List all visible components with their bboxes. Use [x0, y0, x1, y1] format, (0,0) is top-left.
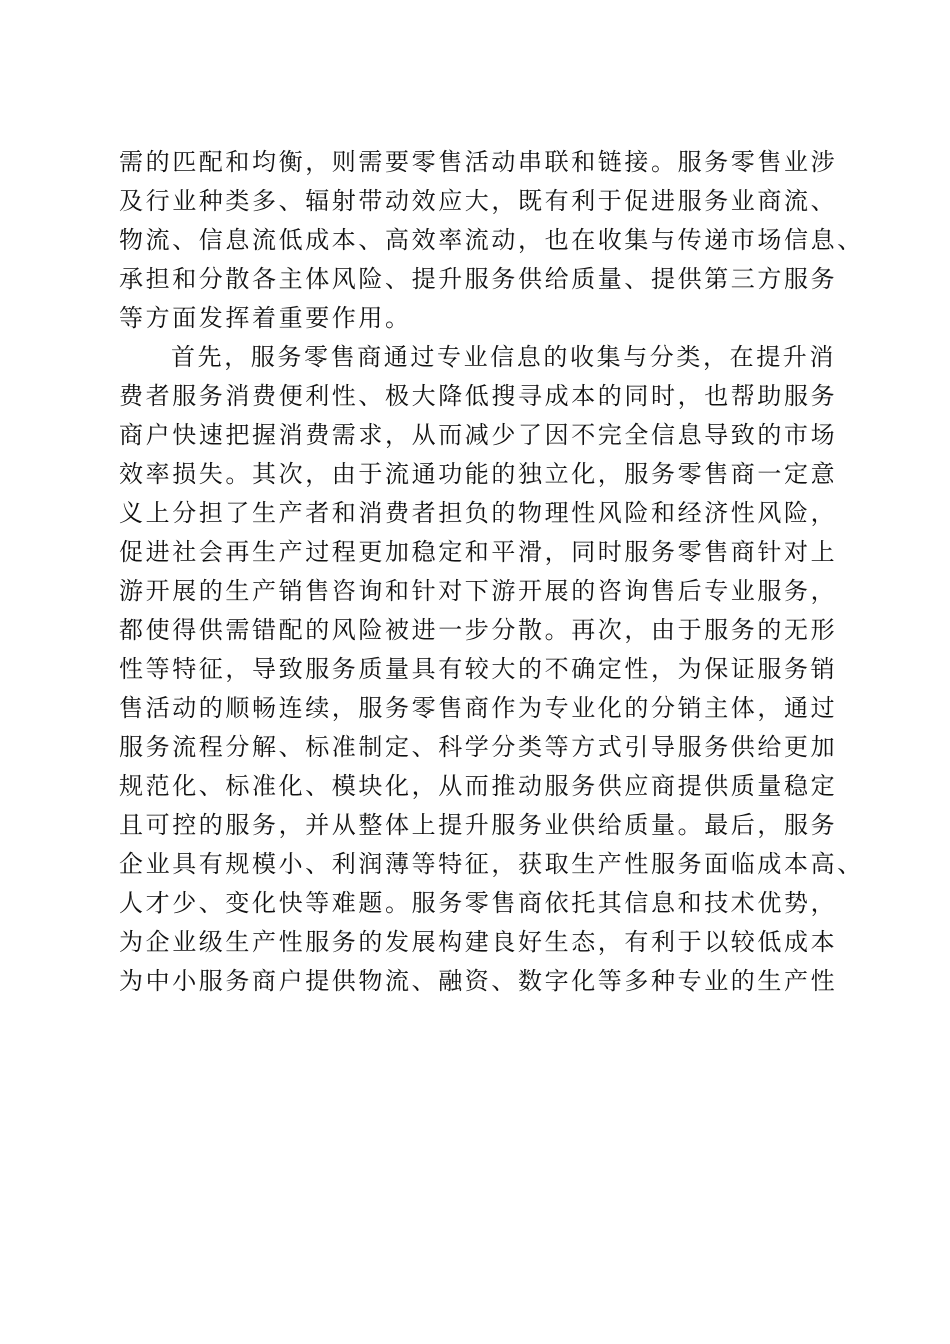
- text-line: 物流、信息流低成本、高效率流动，也在收集与传递市场信息、: [119, 226, 864, 254]
- text-line: 首先，服务零售商通过专业信息的收集与分类，在提升消: [171, 343, 836, 371]
- body-text: [119, 143, 864, 1001]
- text-line: 费者服务消费便利性、极大降低搜寻成本的同时，也帮助服务: [119, 382, 838, 410]
- text-line: 企业具有规模小、利润薄等特征，获取生产性服务面临成本高、: [119, 850, 864, 878]
- text-line: 游开展的生产销售咨询和针对下游开展的咨询售后专业服务，: [119, 577, 838, 605]
- text-line: 为企业级生产性服务的发展构建良好生态，有利于以较低成本: [119, 928, 838, 956]
- text-line: 且可控的服务，并从整体上提升服务业供给质量。最后，服务: [119, 811, 838, 839]
- paragraph-2: [119, 338, 864, 1001]
- text-line: 效率损失。其次，由于流通功能的独立化，服务零售商一定意: [119, 460, 838, 488]
- text-line: 售活动的顺畅连续，服务零售商作为专业化的分销主体，通过: [119, 694, 838, 722]
- text-line: 性等特征，导致服务质量具有较大的不确定性，为保证服务销: [119, 655, 838, 683]
- text-line: 等方面发挥着重要作用。: [119, 304, 412, 332]
- text-line: 服务流程分解、标准制定、科学分类等方式引导服务供给更加: [119, 733, 838, 761]
- text-line: 都使得供需错配的风险被进一步分散。再次，由于服务的无形: [119, 616, 838, 644]
- text-line: 需的匹配和均衡，则需要零售活动串联和链接。服务零售业涉: [119, 148, 838, 176]
- text-line: 及行业种类多、辐射带动效应大，既有利于促进服务业商流、: [119, 187, 838, 215]
- text-line: 承担和分散各主体风险、提升服务供给质量、提供第三方服务: [119, 265, 838, 293]
- paragraph-1: [119, 143, 864, 338]
- text-line: 人才少、变化快等难题。服务零售商依托其信息和技术优势，: [119, 889, 838, 917]
- text-line: 促进社会再生产过程更加稳定和平滑，同时服务零售商针对上: [119, 538, 838, 566]
- text-line: 商户快速把握消费需求，从而减少了因不完全信息导致的市场: [119, 421, 838, 449]
- text-line: 规范化、标准化、模块化，从而推动服务供应商提供质量稳定: [119, 772, 838, 800]
- text-line: 为中小服务商户提供物流、融资、数字化等多种专业的生产性: [119, 967, 838, 995]
- text-line: 义上分担了生产者和消费者担负的物理性风险和经济性风险，: [119, 499, 838, 527]
